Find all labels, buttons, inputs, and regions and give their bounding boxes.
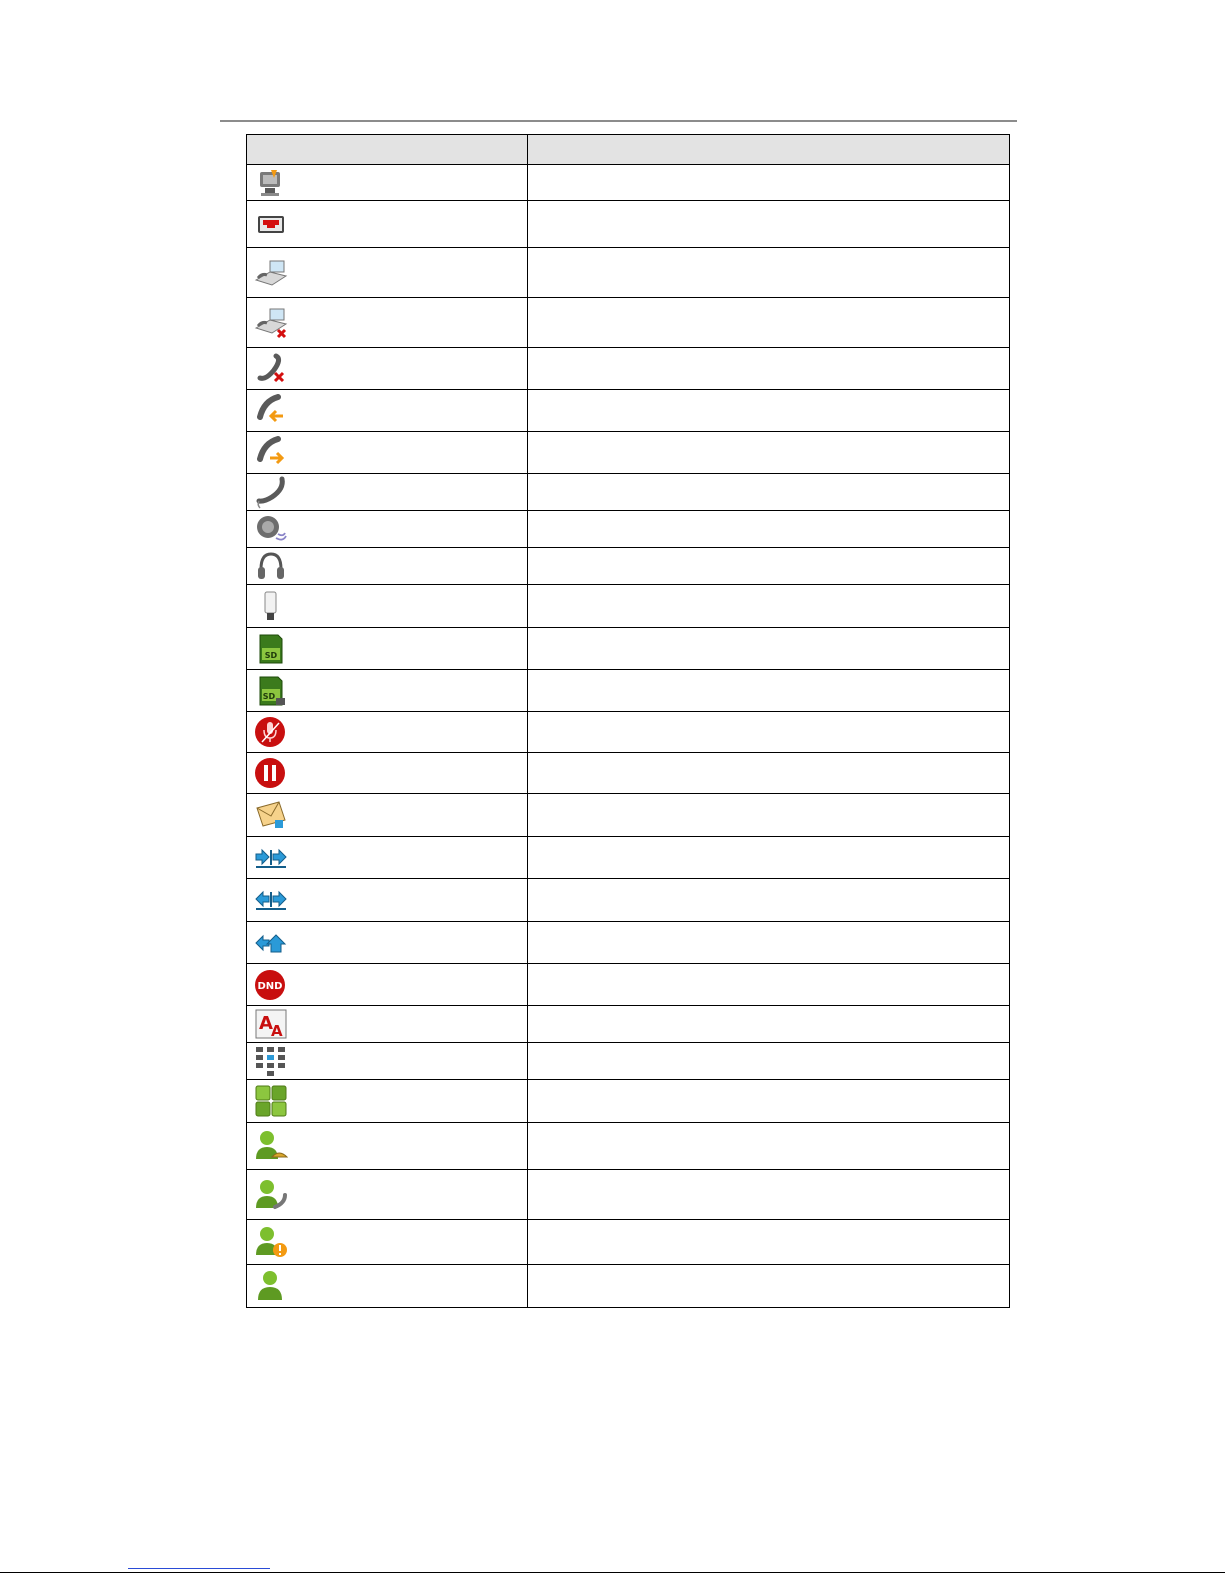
icon-cell [247,1006,528,1043]
description-cell [528,298,1010,348]
description-cell [528,585,1010,628]
usb-drive-icon [254,589,288,623]
icon-cell [247,1080,528,1123]
keypad-icon [254,1044,288,1078]
table-row [247,1080,1010,1123]
icon-cell [247,879,528,922]
description-cell [528,837,1010,879]
table-row [247,879,1010,922]
description-cell [528,753,1010,794]
icon-cell [247,348,528,390]
table-header-row [247,135,1010,165]
description-cell [528,670,1010,712]
icon-cell [247,1265,528,1308]
column-header-icon [247,135,528,165]
voice-mail-icon [254,798,288,832]
table-row [247,794,1010,837]
icon-cell [247,165,528,201]
icon-cell [247,432,528,474]
table-row [247,298,1010,348]
table-row [247,474,1010,511]
icon-cell [247,1170,528,1220]
call-forward-icon [254,841,288,875]
table-row [247,628,1010,670]
icon-cell [247,511,528,548]
table-row [247,165,1010,201]
sd-card-icon [254,632,288,666]
handset-icon [254,475,288,509]
description-cell [528,248,1010,298]
description-cell [528,922,1010,964]
icon-cell [247,964,528,1006]
icon-cell [247,1220,528,1265]
description-cell [528,348,1010,390]
column-header-description [528,135,1010,165]
table-row [247,1220,1010,1265]
table-row [247,1265,1010,1308]
table-row [247,1043,1010,1080]
table-row [247,837,1010,879]
table-row [247,712,1010,753]
missed-call-icon [254,352,288,386]
description-cell [528,964,1010,1006]
speakerphone-icon [254,512,288,546]
description-cell [528,794,1010,837]
icon-cell [247,201,528,248]
menu-apps-icon [254,1084,288,1118]
description-cell [528,432,1010,474]
hold-icon [254,756,288,790]
description-cell [528,1006,1010,1043]
call-transfer-icon [254,883,288,917]
icon-cell [247,712,528,753]
svg-text:A: A [259,1013,273,1034]
footer-rule [0,1572,1225,1573]
description-cell [528,201,1010,248]
dnd-icon [254,968,288,1002]
table-row [247,753,1010,794]
description-cell [528,879,1010,922]
icon-cell [247,794,528,837]
icon-cell [247,548,528,585]
icon-cell [247,922,528,964]
table-row [247,964,1010,1006]
table-row [247,922,1010,964]
icon-cell [247,390,528,432]
icon-cell [247,753,528,794]
contact-alert-icon [254,1225,288,1259]
table-row [247,1123,1010,1170]
icon-cell [247,670,528,712]
description-cell [528,712,1010,753]
description-cell [528,1123,1010,1170]
description-cell [528,390,1010,432]
mute-icon [254,715,288,749]
ip-phone-icon [254,256,288,290]
table-row [247,201,1010,248]
description-cell [528,1265,1010,1308]
icon-cell [247,1123,528,1170]
text-size-icon [254,1007,288,1041]
description-cell [528,1170,1010,1220]
table-row [247,1006,1010,1043]
description-cell [528,511,1010,548]
description-cell [528,628,1010,670]
svg-text:DND: DND [257,980,283,992]
sd-card-locked-icon [254,674,288,708]
icon-cell [247,628,528,670]
table-row [247,248,1010,298]
table-row [247,548,1010,585]
table-row [247,390,1010,432]
icon-cell [247,474,528,511]
table-row [247,511,1010,548]
header-rule [220,120,1017,122]
footer-link-underline[interactable] [128,1568,270,1569]
received-call-icon [254,394,288,428]
table-row [247,348,1010,390]
table-row [247,585,1010,628]
auto-answer-icon [254,926,288,960]
headset-icon [254,549,288,583]
svg-text:SD: SD [262,691,276,701]
icon-cell [247,837,528,879]
table-row [247,1170,1010,1220]
contact-favorite-icon [254,1129,288,1163]
icon-cell [247,1043,528,1080]
ip-phone-error-icon [254,306,288,340]
description-cell [528,474,1010,511]
contact-icon [254,1269,288,1303]
description-cell [528,548,1010,585]
contact-calling-icon [254,1178,288,1212]
icon-table [246,134,1010,1308]
icon-cell [247,248,528,298]
svg-text:A: A [271,1022,283,1040]
network-port-down-icon [254,207,288,241]
description-cell [528,1080,1010,1123]
icon-cell [247,585,528,628]
icon-cell [247,298,528,348]
table-row [247,432,1010,474]
placed-call-icon [254,436,288,470]
description-cell [528,1220,1010,1265]
table-row [247,670,1010,712]
svg-text:SD: SD [264,650,278,660]
network-unavailable-icon [254,166,288,200]
description-cell [528,165,1010,201]
description-cell [528,1043,1010,1080]
